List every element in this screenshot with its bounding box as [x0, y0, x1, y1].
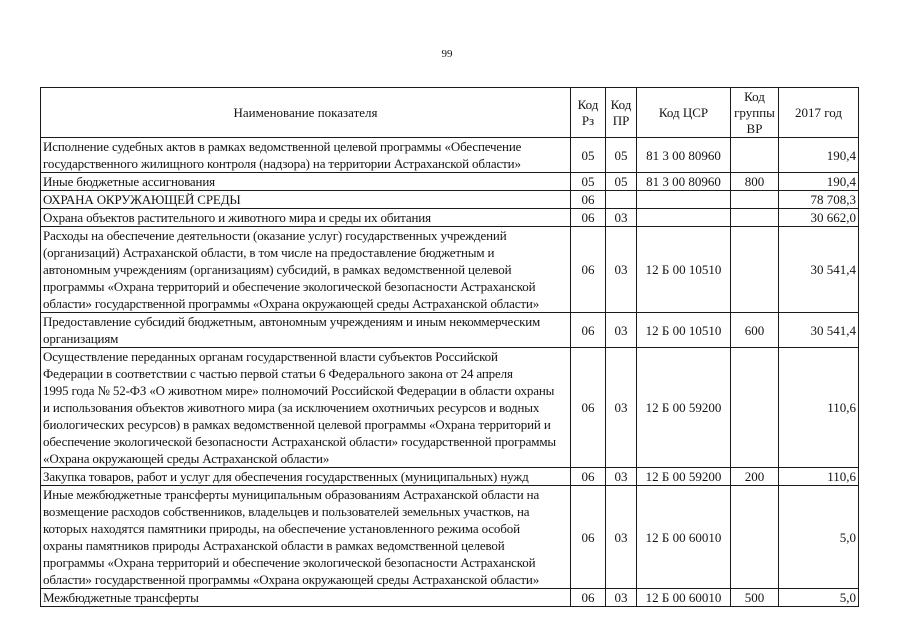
code-pr: 05: [606, 138, 637, 173]
budget-table: [40, 87, 859, 607]
amount-2017: 30 541,4: [779, 313, 859, 348]
row-name: [41, 348, 571, 468]
code-vr: [731, 227, 779, 313]
table-row: [41, 173, 859, 191]
code-vr: [731, 191, 779, 209]
row-name-line: биологических ресурсов) в рамках ведомственной целевой программы «Охрана территорий и: [43, 417, 551, 432]
code-pr: 03: [606, 589, 637, 607]
code-rz: 06: [571, 468, 606, 486]
code-rz: 06: [571, 486, 606, 589]
header-code-rz: Код Рз: [571, 88, 606, 138]
row-name-line: обеспечение экологической безопасности Астраханской области» государственной программы: [43, 434, 557, 449]
row-name-line: охраны памятников природы Астраханской области в рамках ведомственной целевой: [43, 538, 505, 553]
row-name-line: автономным учреждениям (организациям) субсидий, в рамках ведомственной целевой: [43, 262, 512, 277]
code-pr: 05: [606, 173, 637, 191]
table-row: [41, 209, 859, 227]
row-name-line: области» государственной программы «Охрана окружающей среды Астраханской области»: [43, 572, 540, 587]
amount-2017: 190,4: [779, 173, 859, 191]
code-vr: [731, 486, 779, 589]
table-row: [41, 191, 859, 209]
row-name-line: Охрана объектов растительного и животного мира и среды их обитания: [43, 210, 431, 225]
row-name: [41, 191, 571, 209]
code-pr: 03: [606, 209, 637, 227]
row-name-line: 1995 года № 52-ФЗ «О животном мире» полномочий Российской Федерации в области охраны: [43, 383, 555, 398]
row-name: [41, 313, 571, 348]
code-rz: 05: [571, 173, 606, 191]
header-year: 2017 год: [779, 88, 859, 138]
row-name-line: Осуществление переданных органам государственной власти субъектов Российской: [43, 349, 498, 364]
amount-2017: 5,0: [779, 589, 859, 607]
amount-2017: 110,6: [779, 348, 859, 468]
code-vr: [731, 209, 779, 227]
row-name: [41, 468, 571, 486]
table-row: [41, 589, 859, 607]
code-rz: 06: [571, 227, 606, 313]
code-vr: 600: [731, 313, 779, 348]
row-name-line: области» государственной программы «Охрана окружающей среды Астраханской области»: [43, 296, 540, 311]
row-name-line: Исполнение судебных актов в рамках ведомственной целевой программы «Обеспечение: [43, 139, 522, 154]
code-pr: 03: [606, 348, 637, 468]
row-name-line: программы «Охрана территорий и обеспечение экологической безопасности Астраханской: [43, 555, 536, 570]
table-row: [41, 468, 859, 486]
table-row: [41, 138, 859, 173]
code-rz: 06: [571, 348, 606, 468]
amount-2017: 5,0: [779, 486, 859, 589]
row-name-line: государственного жилищного контроля (надзора) на территории Астраханской области»: [43, 156, 521, 171]
amount-2017: 30 662,0: [779, 209, 859, 227]
row-name: [41, 227, 571, 313]
code-csr: 81 3 00 80960: [637, 138, 731, 173]
row-name-line: Межбюджетные трансферты: [43, 590, 199, 605]
table-row: [41, 486, 859, 589]
row-name-line: организациям: [43, 331, 119, 346]
code-vr: 500: [731, 589, 779, 607]
row-name-line: «Охрана окружающей среды Астраханской области»: [43, 451, 330, 466]
header-code-pr: Код ПР: [606, 88, 637, 138]
header-name: Наименование показателя: [41, 88, 571, 138]
amount-2017: 190,4: [779, 138, 859, 173]
code-pr: 03: [606, 468, 637, 486]
header-code-csr: Код ЦСР: [637, 88, 731, 138]
code-csr: 12 Б 00 10510: [637, 227, 731, 313]
row-name: [41, 138, 571, 173]
header-row: [41, 88, 859, 138]
code-vr: 200: [731, 468, 779, 486]
row-name-line: Иные межбюджетные трансферты муниципальным образованиям Астраханской области на: [43, 487, 540, 502]
code-csr: 12 Б 00 10510: [637, 313, 731, 348]
row-name: [41, 589, 571, 607]
code-csr: 81 3 00 80960: [637, 173, 731, 191]
code-csr: 12 Б 00 59200: [637, 348, 731, 468]
row-name-line: Предоставление субсидий бюджетным, автономным учреждениям и иным некоммерческим: [43, 314, 541, 329]
row-name-line: (организаций) Астраханской области, в том числе на предоставление бюджетным и: [43, 245, 495, 260]
row-name: [41, 486, 571, 589]
code-rz: 05: [571, 138, 606, 173]
amount-2017: 78 708,3: [779, 191, 859, 209]
row-name-line: ОХРАНА ОКРУЖАЮЩЕЙ СРЕДЫ: [43, 192, 241, 207]
row-name-line: которых находятся памятники природы, на обеспечение установленного режима особой: [43, 521, 520, 536]
code-rz: 06: [571, 589, 606, 607]
code-csr: 12 Б 00 60010: [637, 486, 731, 589]
code-rz: 06: [571, 313, 606, 348]
code-vr: [731, 138, 779, 173]
row-name-line: и использования объектов животного мира (за исключением охотничьих ресурсов и водных: [43, 400, 540, 415]
code-pr: [606, 191, 637, 209]
code-pr: 03: [606, 313, 637, 348]
table-row: [41, 227, 859, 313]
header-code-vr: Код группы ВР: [731, 88, 779, 138]
amount-2017: 110,6: [779, 468, 859, 486]
code-pr: 03: [606, 227, 637, 313]
code-pr: 03: [606, 486, 637, 589]
row-name-line: Иные бюджетные ассигнования: [43, 174, 215, 189]
row-name: [41, 209, 571, 227]
code-vr: [731, 348, 779, 468]
row-name-line: Закупка товаров, работ и услуг для обеспечения государственных (муниципальных) нужд: [43, 469, 529, 484]
code-vr: 800: [731, 173, 779, 191]
table-row: [41, 313, 859, 348]
table-row: [41, 348, 859, 468]
code-csr: [637, 191, 731, 209]
amount-2017: 30 541,4: [779, 227, 859, 313]
code-csr: [637, 209, 731, 227]
row-name: [41, 173, 571, 191]
code-rz: 06: [571, 209, 606, 227]
code-csr: 12 Б 00 59200: [637, 468, 731, 486]
code-csr: 12 Б 00 60010: [637, 589, 731, 607]
row-name-line: возмещение расходов собственников, владельцев и пользователей земельных участков, на: [43, 504, 530, 519]
page-number: 99: [441, 48, 453, 60]
row-name-line: Расходы на обеспечение деятельности (оказание услуг) государственных учреждений: [43, 228, 507, 243]
row-name-line: Федерации в соответствии с частью первой статьи 6 Федерального закона от 24 апреля: [43, 366, 513, 381]
row-name-line: программы «Охрана территорий и обеспечение экологической безопасности Астраханской: [43, 279, 536, 294]
code-rz: 06: [571, 191, 606, 209]
